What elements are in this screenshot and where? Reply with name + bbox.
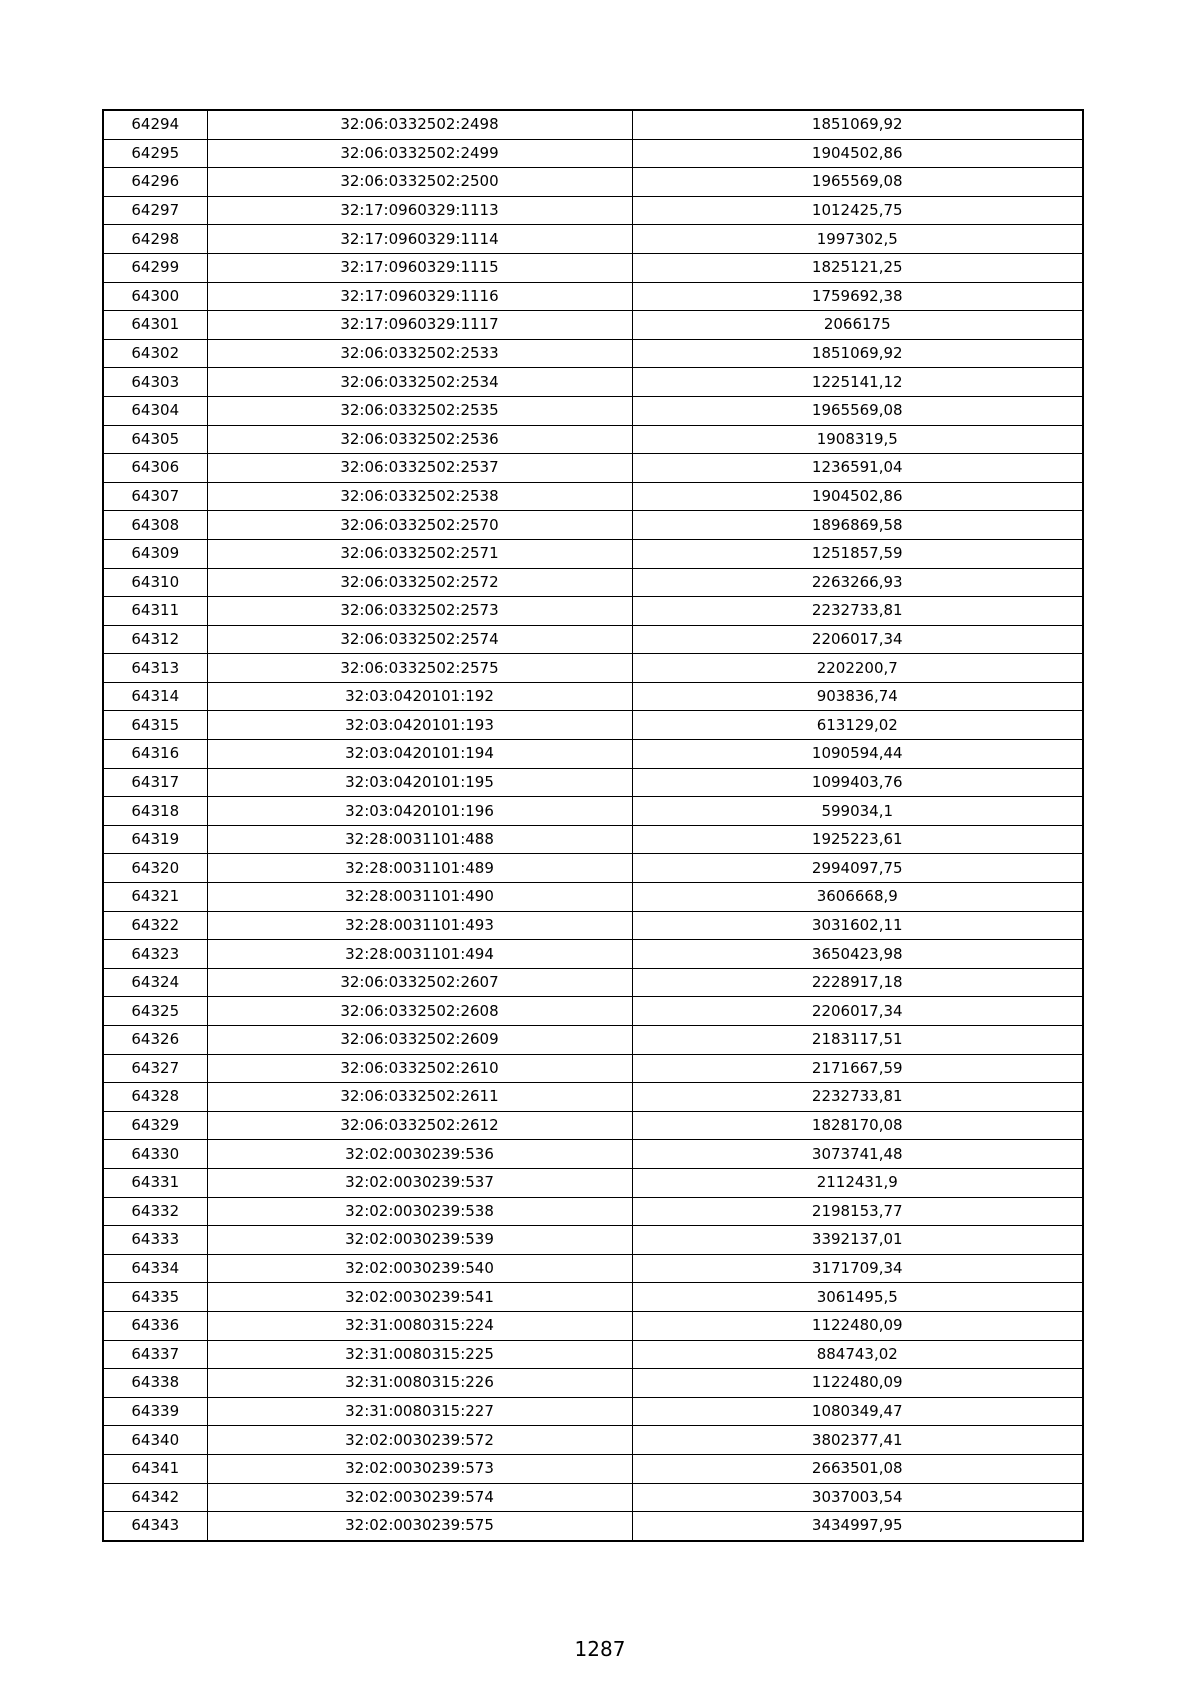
table-row xyxy=(103,768,1083,797)
value-cell: 2183117,51 xyxy=(632,1026,1083,1055)
row-number-cell: 64341 xyxy=(103,1454,207,1483)
value-cell: 3073741,48 xyxy=(632,1140,1083,1169)
table-row xyxy=(103,368,1083,397)
table-row xyxy=(103,711,1083,740)
cadastral-number-cell: 32:17:0960329:1113 xyxy=(207,196,632,225)
value-cell: 1904502,86 xyxy=(632,482,1083,511)
table-row xyxy=(103,1426,1083,1455)
cadastral-number-cell: 32:06:0332502:2570 xyxy=(207,511,632,540)
table-row xyxy=(103,1311,1083,1340)
row-number-cell: 64340 xyxy=(103,1426,207,1455)
cadastral-number-cell: 32:06:0332502:2500 xyxy=(207,168,632,197)
row-number-cell: 64298 xyxy=(103,225,207,254)
cadastral-number-cell: 32:03:0420101:192 xyxy=(207,682,632,711)
cadastral-number-cell: 32:06:0332502:2611 xyxy=(207,1083,632,1112)
cadastral-number-cell: 32:02:0030239:574 xyxy=(207,1483,632,1512)
table-row xyxy=(103,568,1083,597)
row-number-cell: 64319 xyxy=(103,825,207,854)
table-row xyxy=(103,539,1083,568)
row-number-cell: 64305 xyxy=(103,425,207,454)
table-row xyxy=(103,425,1083,454)
cadastral-number-cell: 32:28:0031101:490 xyxy=(207,883,632,912)
table-row xyxy=(103,1054,1083,1083)
row-number-cell: 64334 xyxy=(103,1254,207,1283)
value-cell: 1904502,86 xyxy=(632,139,1083,168)
row-number-cell: 64306 xyxy=(103,454,207,483)
row-number-cell: 64329 xyxy=(103,1111,207,1140)
cadastral-number-cell: 32:06:0332502:2534 xyxy=(207,368,632,397)
value-cell: 3392137,01 xyxy=(632,1226,1083,1255)
row-number-cell: 64303 xyxy=(103,368,207,397)
value-cell: 3031602,11 xyxy=(632,911,1083,940)
table-row xyxy=(103,482,1083,511)
row-number-cell: 64326 xyxy=(103,1026,207,1055)
table-row xyxy=(103,1026,1083,1055)
table-row xyxy=(103,654,1083,683)
cadastral-number-cell: 32:06:0332502:2573 xyxy=(207,597,632,626)
cadastral-number-cell: 32:02:0030239:536 xyxy=(207,1140,632,1169)
value-cell: 2206017,34 xyxy=(632,997,1083,1026)
row-number-cell: 64336 xyxy=(103,1311,207,1340)
cadastral-number-cell: 32:06:0332502:2538 xyxy=(207,482,632,511)
table-row xyxy=(103,110,1083,139)
cadastral-number-cell: 32:02:0030239:538 xyxy=(207,1197,632,1226)
table-row xyxy=(103,1340,1083,1369)
row-number-cell: 64309 xyxy=(103,539,207,568)
value-cell: 1965569,08 xyxy=(632,396,1083,425)
value-cell: 3171709,34 xyxy=(632,1254,1083,1283)
table-row xyxy=(103,1254,1083,1283)
table-row xyxy=(103,168,1083,197)
table-row xyxy=(103,625,1083,654)
row-number-cell: 64300 xyxy=(103,282,207,311)
value-cell: 1896869,58 xyxy=(632,511,1083,540)
row-number-cell: 64335 xyxy=(103,1283,207,1312)
table-row xyxy=(103,1111,1083,1140)
cadastral-number-cell: 32:06:0332502:2572 xyxy=(207,568,632,597)
table-row xyxy=(103,1140,1083,1169)
value-cell: 3037003,54 xyxy=(632,1483,1083,1512)
cadastral-number-cell: 32:02:0030239:539 xyxy=(207,1226,632,1255)
table-row xyxy=(103,339,1083,368)
value-cell: 3434997,95 xyxy=(632,1512,1083,1541)
table-row xyxy=(103,968,1083,997)
cadastral-number-cell: 32:06:0332502:2498 xyxy=(207,110,632,139)
cadastral-number-cell: 32:03:0420101:196 xyxy=(207,797,632,826)
cadastral-number-cell: 32:06:0332502:2610 xyxy=(207,1054,632,1083)
row-number-cell: 64323 xyxy=(103,940,207,969)
row-number-cell: 64317 xyxy=(103,768,207,797)
table-row xyxy=(103,1369,1083,1398)
cadastral-number-cell: 32:06:0332502:2612 xyxy=(207,1111,632,1140)
row-number-cell: 64294 xyxy=(103,110,207,139)
row-number-cell: 64313 xyxy=(103,654,207,683)
value-cell: 1908319,5 xyxy=(632,425,1083,454)
table-row xyxy=(103,196,1083,225)
table-row xyxy=(103,997,1083,1026)
value-cell: 1225141,12 xyxy=(632,368,1083,397)
row-number-cell: 64322 xyxy=(103,911,207,940)
cadastral-number-cell: 32:17:0960329:1115 xyxy=(207,253,632,282)
table-row xyxy=(103,1083,1083,1112)
row-number-cell: 64312 xyxy=(103,625,207,654)
row-number-cell: 64308 xyxy=(103,511,207,540)
table-row xyxy=(103,396,1083,425)
cadastral-number-cell: 32:06:0332502:2575 xyxy=(207,654,632,683)
cadastral-number-cell: 32:06:0332502:2571 xyxy=(207,539,632,568)
value-cell: 2228917,18 xyxy=(632,968,1083,997)
table-row xyxy=(103,511,1083,540)
value-cell: 1759692,38 xyxy=(632,282,1083,311)
cadastral-number-cell: 32:28:0031101:494 xyxy=(207,940,632,969)
table-row xyxy=(103,311,1083,340)
value-cell: 2198153,77 xyxy=(632,1197,1083,1226)
cadastral-number-cell: 32:17:0960329:1116 xyxy=(207,282,632,311)
table-row xyxy=(103,740,1083,769)
value-cell: 2112431,9 xyxy=(632,1168,1083,1197)
row-number-cell: 64324 xyxy=(103,968,207,997)
row-number-cell: 64325 xyxy=(103,997,207,1026)
table-row xyxy=(103,1168,1083,1197)
cadastral-number-cell: 32:06:0332502:2537 xyxy=(207,454,632,483)
table-row xyxy=(103,1454,1083,1483)
value-cell: 3061495,5 xyxy=(632,1283,1083,1312)
row-number-cell: 64296 xyxy=(103,168,207,197)
cadastral-number-cell: 32:02:0030239:541 xyxy=(207,1283,632,1312)
table-row xyxy=(103,1512,1083,1541)
row-number-cell: 64321 xyxy=(103,883,207,912)
row-number-cell: 64318 xyxy=(103,797,207,826)
row-number-cell: 64315 xyxy=(103,711,207,740)
cadastral-number-cell: 32:28:0031101:493 xyxy=(207,911,632,940)
table-row xyxy=(103,1483,1083,1512)
table-row xyxy=(103,225,1083,254)
row-number-cell: 64302 xyxy=(103,339,207,368)
table-body xyxy=(103,110,1083,1541)
cadastral-number-cell: 32:02:0030239:573 xyxy=(207,1454,632,1483)
value-cell: 1236591,04 xyxy=(632,454,1083,483)
table-row xyxy=(103,940,1083,969)
value-cell: 1997302,5 xyxy=(632,225,1083,254)
row-number-cell: 64304 xyxy=(103,396,207,425)
cadastral-number-cell: 32:03:0420101:195 xyxy=(207,768,632,797)
row-number-cell: 64327 xyxy=(103,1054,207,1083)
value-cell: 1122480,09 xyxy=(632,1311,1083,1340)
table-row xyxy=(103,1197,1083,1226)
row-number-cell: 64338 xyxy=(103,1369,207,1398)
table-row xyxy=(103,253,1083,282)
cadastral-number-cell: 32:31:0080315:224 xyxy=(207,1311,632,1340)
table-row xyxy=(103,883,1083,912)
row-number-cell: 64295 xyxy=(103,139,207,168)
cadastral-number-cell: 32:06:0332502:2499 xyxy=(207,139,632,168)
table-row xyxy=(103,682,1083,711)
value-cell: 2663501,08 xyxy=(632,1454,1083,1483)
row-number-cell: 64330 xyxy=(103,1140,207,1169)
row-number-cell: 64320 xyxy=(103,854,207,883)
row-number-cell: 64331 xyxy=(103,1168,207,1197)
row-number-cell: 64301 xyxy=(103,311,207,340)
value-cell: 2171667,59 xyxy=(632,1054,1083,1083)
value-cell: 613129,02 xyxy=(632,711,1083,740)
table-row xyxy=(103,797,1083,826)
value-cell: 884743,02 xyxy=(632,1340,1083,1369)
cadastral-number-cell: 32:06:0332502:2536 xyxy=(207,425,632,454)
value-cell: 1122480,09 xyxy=(632,1369,1083,1398)
table-row xyxy=(103,282,1083,311)
row-number-cell: 64342 xyxy=(103,1483,207,1512)
row-number-cell: 64297 xyxy=(103,196,207,225)
value-cell: 3650423,98 xyxy=(632,940,1083,969)
value-cell: 1825121,25 xyxy=(632,253,1083,282)
row-number-cell: 64339 xyxy=(103,1397,207,1426)
cadastral-number-cell: 32:17:0960329:1114 xyxy=(207,225,632,254)
table-row xyxy=(103,825,1083,854)
value-cell: 1925223,61 xyxy=(632,825,1083,854)
cadastral-value-table xyxy=(102,109,1084,1542)
cadastral-number-cell: 32:31:0080315:227 xyxy=(207,1397,632,1426)
value-cell: 2066175 xyxy=(632,311,1083,340)
value-cell: 1965569,08 xyxy=(632,168,1083,197)
table-row xyxy=(103,454,1083,483)
value-cell: 599034,1 xyxy=(632,797,1083,826)
row-number-cell: 64343 xyxy=(103,1512,207,1541)
row-number-cell: 64316 xyxy=(103,740,207,769)
table-row xyxy=(103,854,1083,883)
table-row xyxy=(103,139,1083,168)
row-number-cell: 64307 xyxy=(103,482,207,511)
cadastral-number-cell: 32:03:0420101:194 xyxy=(207,740,632,769)
cadastral-number-cell: 32:06:0332502:2533 xyxy=(207,339,632,368)
cadastral-number-cell: 32:06:0332502:2574 xyxy=(207,625,632,654)
row-number-cell: 64328 xyxy=(103,1083,207,1112)
value-cell: 1099403,76 xyxy=(632,768,1083,797)
value-cell: 2263266,93 xyxy=(632,568,1083,597)
value-cell: 1828170,08 xyxy=(632,1111,1083,1140)
row-number-cell: 64337 xyxy=(103,1340,207,1369)
cadastral-number-cell: 32:02:0030239:575 xyxy=(207,1512,632,1541)
row-number-cell: 64311 xyxy=(103,597,207,626)
value-cell: 1012425,75 xyxy=(632,196,1083,225)
row-number-cell: 64299 xyxy=(103,253,207,282)
value-cell: 1251857,59 xyxy=(632,539,1083,568)
value-cell: 1080349,47 xyxy=(632,1397,1083,1426)
value-cell: 3606668,9 xyxy=(632,883,1083,912)
value-cell: 1090594,44 xyxy=(632,740,1083,769)
row-number-cell: 64333 xyxy=(103,1226,207,1255)
value-cell: 2232733,81 xyxy=(632,597,1083,626)
cadastral-number-cell: 32:31:0080315:226 xyxy=(207,1369,632,1398)
cadastral-number-cell: 32:02:0030239:537 xyxy=(207,1168,632,1197)
cadastral-number-cell: 32:03:0420101:193 xyxy=(207,711,632,740)
cadastral-number-cell: 32:28:0031101:488 xyxy=(207,825,632,854)
cadastral-number-cell: 32:02:0030239:572 xyxy=(207,1426,632,1455)
cadastral-number-cell: 32:28:0031101:489 xyxy=(207,854,632,883)
cadastral-number-cell: 32:06:0332502:2608 xyxy=(207,997,632,1026)
row-number-cell: 64310 xyxy=(103,568,207,597)
cadastral-number-cell: 32:31:0080315:225 xyxy=(207,1340,632,1369)
row-number-cell: 64332 xyxy=(103,1197,207,1226)
value-cell: 2994097,75 xyxy=(632,854,1083,883)
table-row xyxy=(103,1397,1083,1426)
table-row xyxy=(103,911,1083,940)
cadastral-number-cell: 32:06:0332502:2609 xyxy=(207,1026,632,1055)
table-row xyxy=(103,1226,1083,1255)
value-cell: 1851069,92 xyxy=(632,110,1083,139)
page-number: 1287 xyxy=(574,1637,626,1661)
value-cell: 2206017,34 xyxy=(632,625,1083,654)
row-number-cell: 64314 xyxy=(103,682,207,711)
cadastral-number-cell: 32:17:0960329:1117 xyxy=(207,311,632,340)
value-cell: 903836,74 xyxy=(632,682,1083,711)
value-cell: 2232733,81 xyxy=(632,1083,1083,1112)
table-row xyxy=(103,1283,1083,1312)
table-row xyxy=(103,597,1083,626)
cadastral-number-cell: 32:02:0030239:540 xyxy=(207,1254,632,1283)
value-cell: 1851069,92 xyxy=(632,339,1083,368)
cadastral-number-cell: 32:06:0332502:2607 xyxy=(207,968,632,997)
cadastral-number-cell: 32:06:0332502:2535 xyxy=(207,396,632,425)
value-cell: 3802377,41 xyxy=(632,1426,1083,1455)
value-cell: 2202200,7 xyxy=(632,654,1083,683)
